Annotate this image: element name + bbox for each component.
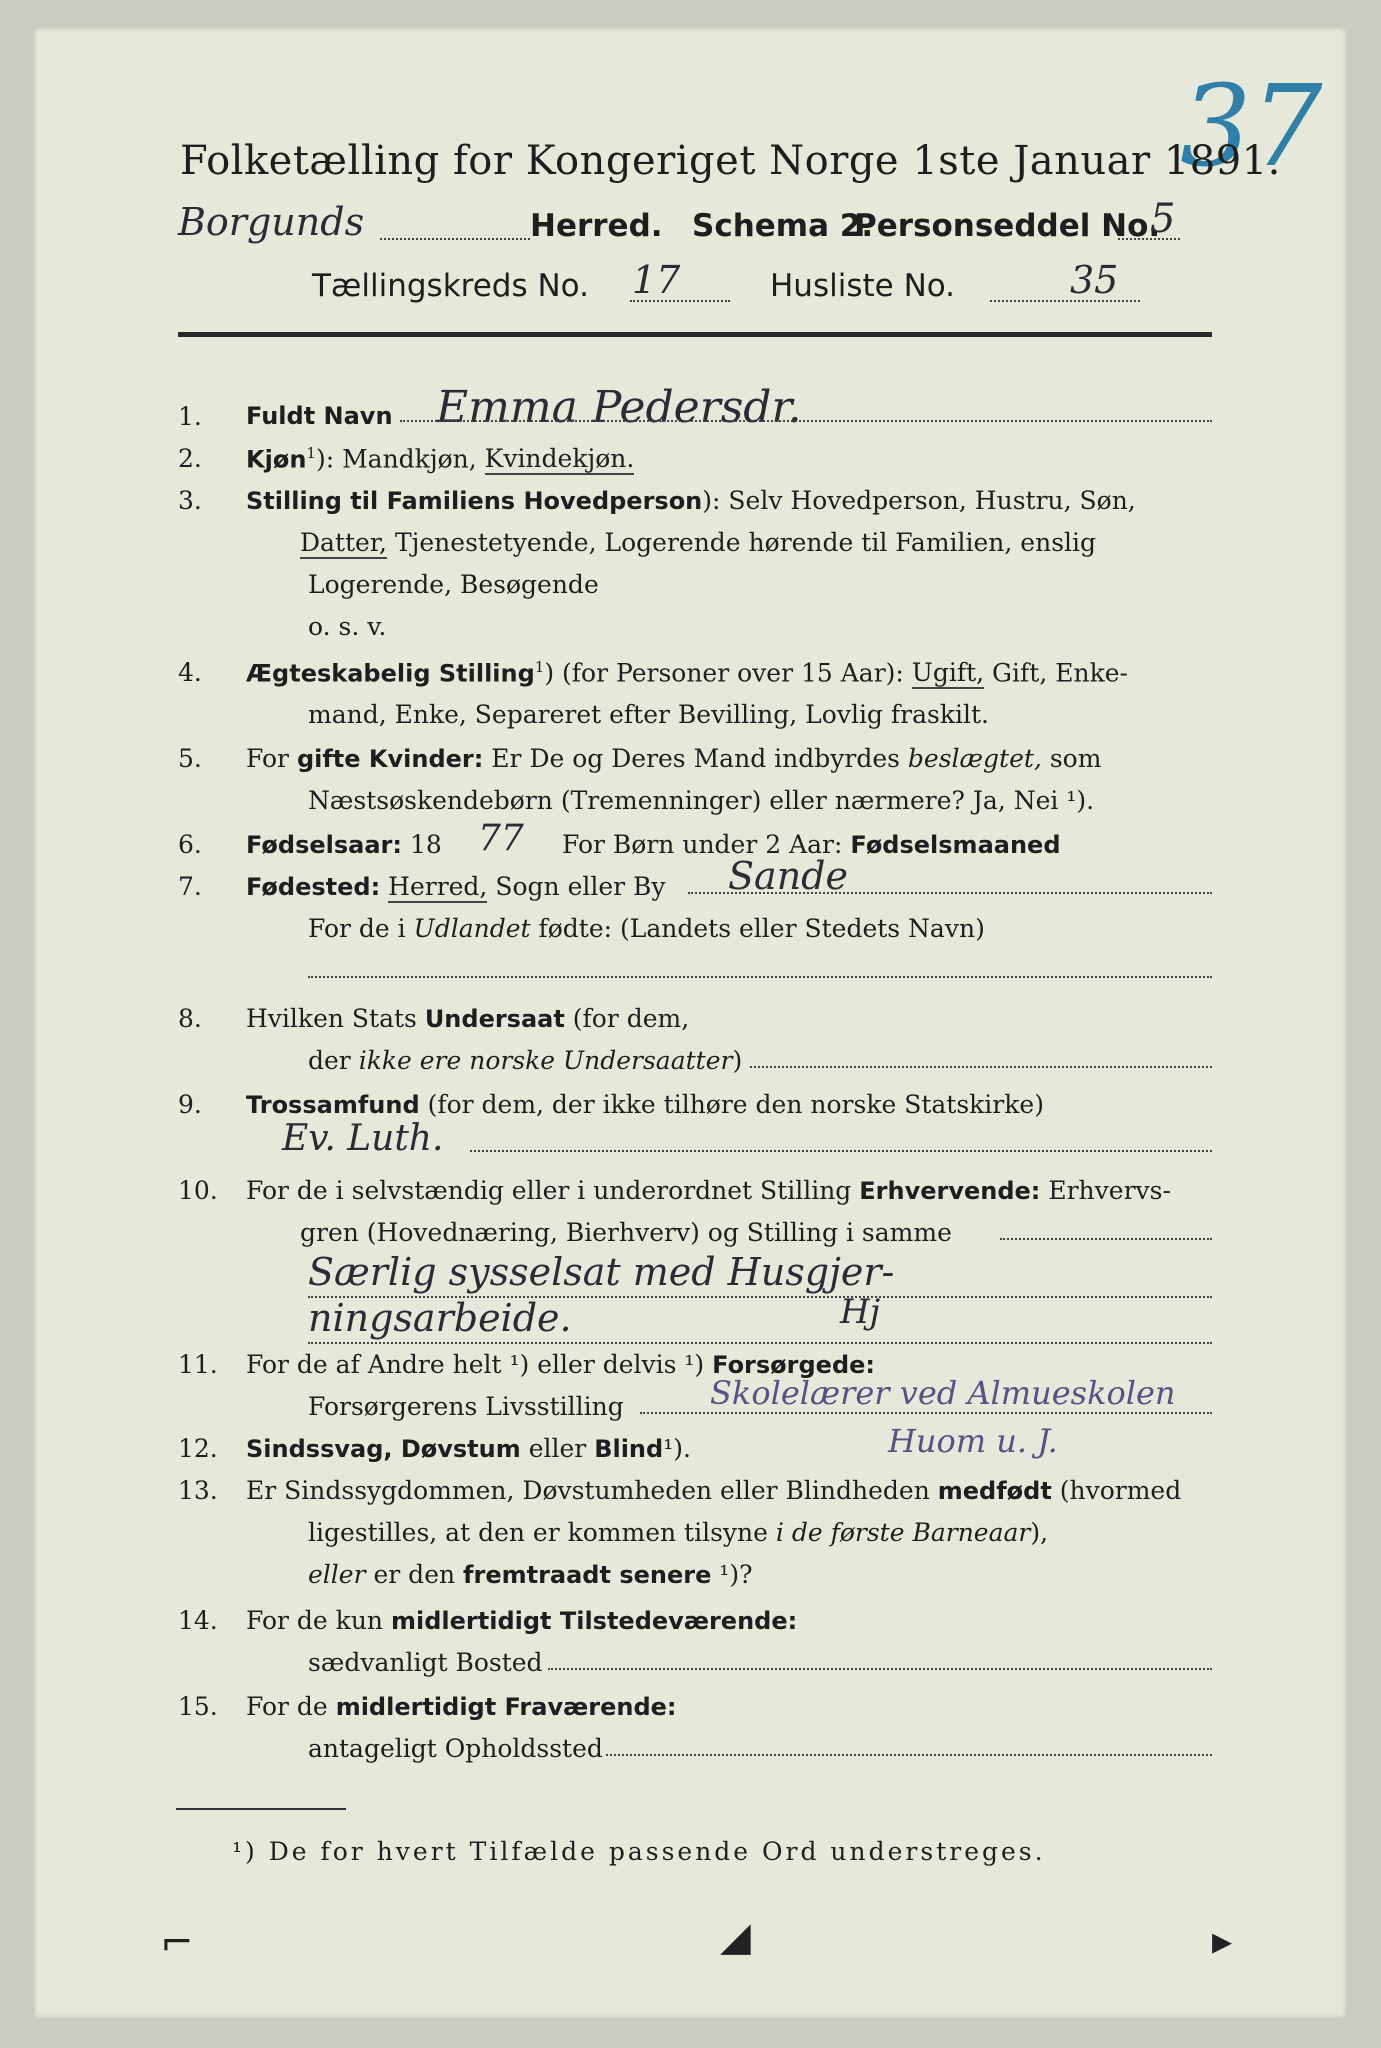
field-row: Datter, Tjenestetyende, Logerende hørende til Familien, enslig bbox=[300, 528, 1097, 557]
footnote: ¹) De for hvert Tilfælde passende Ord understreges. bbox=[232, 1837, 1046, 1866]
herred-label: Herred. bbox=[530, 208, 663, 244]
field-row: der ikke ere norske Undersaatter) bbox=[308, 1046, 743, 1075]
field-number: 13. bbox=[178, 1476, 218, 1505]
dotted-line bbox=[308, 976, 1212, 978]
field-row: Trossamfund (for dem, der ikke tilhøre den norske Statskirke) bbox=[246, 1090, 1044, 1119]
field-row: eller er den fremtraadt senere ¹)? bbox=[308, 1560, 753, 1589]
census-form bbox=[34, 28, 1346, 2018]
herred-handwritten: Borgunds bbox=[178, 200, 365, 244]
field-text: mand, Enke, Separeret efter Bevilling, Lovlig fraskilt. bbox=[308, 700, 989, 729]
personseddel-label: Personseddel No. bbox=[854, 208, 1161, 244]
field-number: 6. bbox=[178, 830, 202, 859]
schema-label: Schema 2. bbox=[692, 208, 874, 244]
kreds-label: Tællingskreds No. bbox=[312, 268, 589, 304]
underlined-option: Herred, bbox=[388, 872, 488, 901]
field-number: 7. bbox=[178, 872, 202, 901]
field-row: Fødselsaar: 18 bbox=[246, 830, 442, 859]
field-row: For de kun midlertidigt Tilstedeværende: bbox=[246, 1606, 798, 1635]
underlined-option: Datter, bbox=[300, 528, 387, 557]
field-text: gren (Hovednæring, Bierhverv) og Stilling i samme bbox=[300, 1218, 952, 1247]
field-text: Forsørgerens Livsstilling bbox=[308, 1392, 624, 1421]
field-row: Sindssvag, Døvstum eller Blind¹). bbox=[246, 1434, 691, 1463]
field-text: Næstsøskendebørn (Tremenninger) eller nærmere? Ja, Nei ¹). bbox=[308, 786, 1095, 815]
husliste-label: Husliste No. bbox=[770, 268, 956, 304]
field-row: Stilling til Familiens Hovedperson): Selv Hovedperson, Hustru, Søn, bbox=[246, 486, 1136, 515]
field-text: antageligt Opholdssted bbox=[308, 1734, 603, 1763]
name-handwritten: Emma Pedersdr. bbox=[436, 382, 802, 433]
field-number: 1. bbox=[178, 402, 202, 431]
field-row: Fødested: Herred, Sogn eller By bbox=[246, 872, 666, 901]
field-number: 11. bbox=[178, 1350, 218, 1379]
header-rule bbox=[178, 332, 1212, 337]
underlined-option: Ugift, bbox=[911, 658, 985, 688]
field-number: 9. bbox=[178, 1090, 202, 1119]
field-number: 12. bbox=[178, 1434, 218, 1463]
stamp-number: 37 bbox=[1180, 62, 1323, 192]
field-row: For Børn under 2 Aar: Fødselsmaaned bbox=[562, 830, 1061, 859]
field-row: For gifte Kvinder: Er De og Deres Mand indbyrdes beslægtet, som bbox=[246, 744, 1102, 773]
field-row: For de i selvstændig eller i underordnet Stilling Erhvervende: Erhvervs- bbox=[246, 1176, 1171, 1205]
field-number: 4. bbox=[178, 658, 202, 687]
kreds-handwritten: 17 bbox=[632, 258, 681, 302]
dotted-line bbox=[750, 1066, 1212, 1068]
field-number: 5. bbox=[178, 744, 202, 773]
field-text: sædvanligt Bosted bbox=[308, 1648, 543, 1677]
dotted-line bbox=[1000, 1238, 1212, 1240]
binding-mark-icon: ⌐ bbox=[160, 1920, 194, 1966]
personseddel-handwritten: 5 bbox=[1150, 196, 1176, 242]
field-text: Logerende, Besøgende bbox=[308, 570, 599, 599]
dotted-line bbox=[470, 1150, 1212, 1152]
dotted-line bbox=[400, 420, 1212, 422]
birthplace-handwritten: Sande bbox=[728, 854, 848, 898]
binding-mark-icon: ◢ bbox=[720, 1914, 751, 1960]
dotted-line bbox=[380, 238, 530, 240]
dotted-line bbox=[548, 1668, 1212, 1670]
field-row: For de af Andre helt ¹) eller delvis ¹) Forsørgede: bbox=[246, 1350, 876, 1379]
birth-year-handwritten: 77 bbox=[478, 818, 524, 859]
provider-note: Huom u. J. bbox=[888, 1422, 1058, 1460]
page-title: Folketælling for Kongeriget Norge 1ste Januar 1891. bbox=[180, 138, 1281, 184]
binding-mark-icon: ▸ bbox=[1212, 1918, 1233, 1964]
occupation-handwritten-1: Særlig sysselsat med Husgjer- bbox=[308, 1250, 895, 1294]
dotted-line bbox=[308, 1342, 1212, 1344]
occupation-note: Hj bbox=[840, 1292, 881, 1332]
field-number: 15. bbox=[178, 1692, 218, 1721]
field-number: 3. bbox=[178, 486, 202, 515]
dotted-line bbox=[640, 1412, 1212, 1414]
field-number: 8. bbox=[178, 1004, 202, 1033]
field-row: Er Sindssygdommen, Døvstumheden eller Blindheden medfødt (hvormed bbox=[246, 1476, 1182, 1505]
field-row: For de midlertidigt Fraværende: bbox=[246, 1692, 677, 1721]
provider-handwritten: Skolelærer ved Almueskolen bbox=[710, 1374, 1176, 1412]
field-row: ligestilles, at den er kommen tilsyne i de første Barneaar), bbox=[308, 1518, 1049, 1547]
field-row: Ægteskabelig Stilling$^1$) (for Personer over 15 Aar): Ugift, Gift, Enke- bbox=[246, 658, 1128, 688]
field-label: Fuldt Navn bbox=[246, 402, 393, 430]
occupation-handwritten-2: ningsarbeide. bbox=[308, 1296, 572, 1340]
field-row: Kjøn$^1$): Mandkjøn, Kvindekjøn. bbox=[246, 444, 635, 474]
dotted-line bbox=[606, 1754, 1212, 1756]
field-row: For de i Udlandet fødte: (Landets eller Stedets Navn) bbox=[308, 914, 985, 943]
field-number: 2. bbox=[178, 444, 202, 473]
field-text: o. s. v. bbox=[308, 612, 387, 641]
husliste-handwritten: 35 bbox=[1070, 258, 1119, 302]
underlined-option: Kvindekjøn. bbox=[484, 444, 635, 474]
dotted-line bbox=[630, 300, 730, 302]
religion-handwritten: Ev. Luth. bbox=[282, 1118, 444, 1159]
field-number: 10. bbox=[178, 1176, 218, 1205]
field-row: Hvilken Stats Undersaat (for dem, bbox=[246, 1004, 690, 1033]
footnote-rule bbox=[176, 1808, 346, 1810]
field-number: 14. bbox=[178, 1606, 218, 1635]
